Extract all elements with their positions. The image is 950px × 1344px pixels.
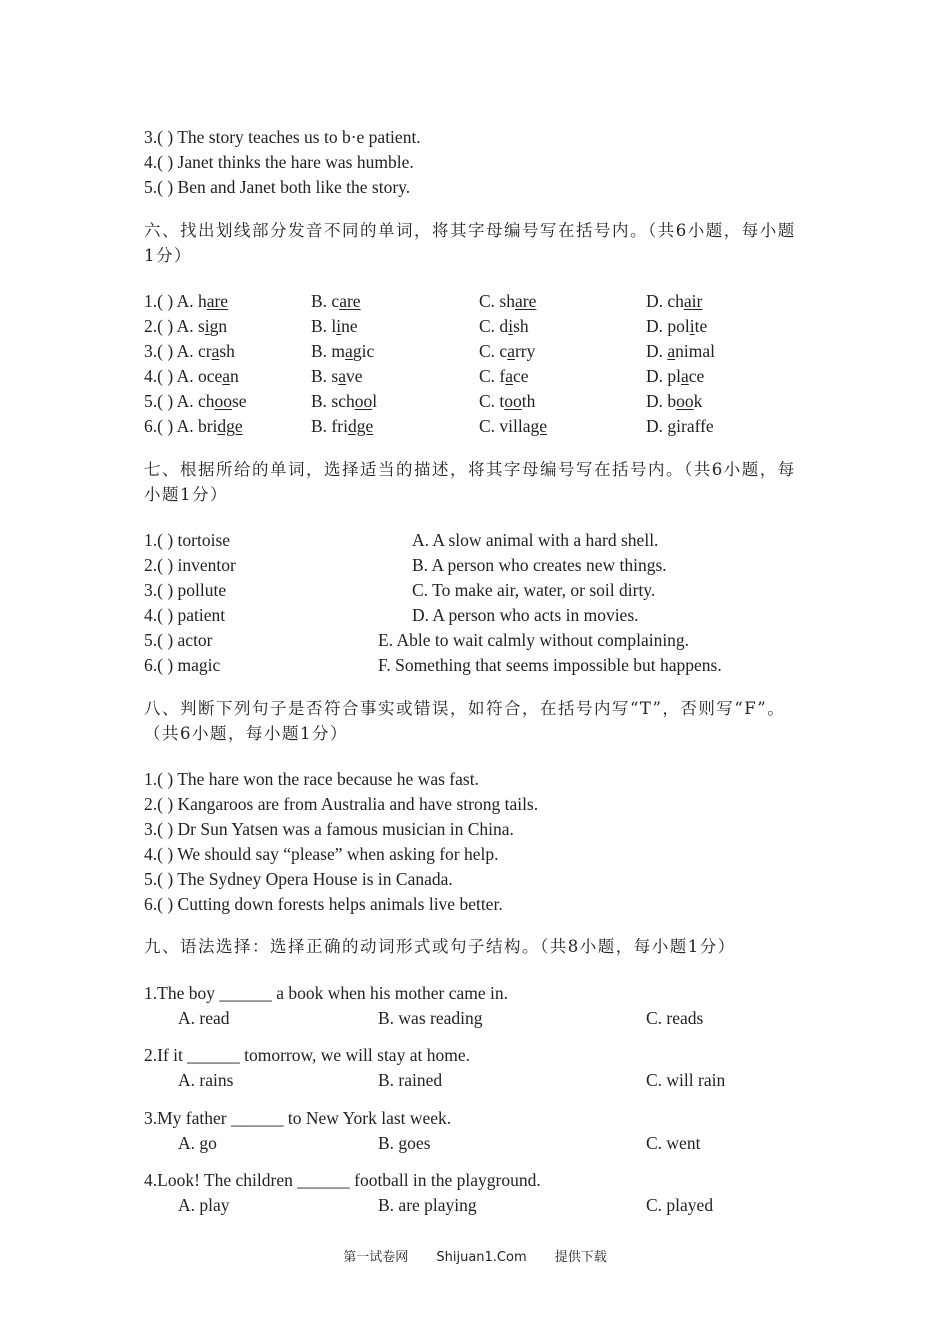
word-part: B. sch [311,391,355,411]
section-heading: 七、根据所给的单词，选择适当的描述，将其字母编号写在括号内。（共6小题，每小题1分） [144,460,796,504]
question-line: 4.( ) Janet thinks the hare was humble. [144,152,414,172]
matching-description: B. A person who creates new things. [412,555,667,575]
underlined-letters: a [345,341,353,361]
underlined-letters: a [667,341,676,361]
word-part: D. [646,416,668,436]
section-heading: 八、判断下列句子是否符合事实或错误，如符合，在括号内写“T”，否则写“F”。（共6小题，每小题1分） [144,699,786,743]
true-false-item: 5.( ) The Sydney Opera House is in Canada. [144,869,453,889]
option-b: B. goes [378,1133,431,1153]
matching-description: A. A slow animal with a hard shell. [412,530,659,550]
matching-word: 1.( ) tortoise [144,530,231,550]
word-part: B. c [311,291,340,311]
matching-word: 5.( ) actor [144,630,213,650]
option-c: C. reads [646,1008,704,1028]
underlined-letters: dge [347,416,374,436]
word-part: ve [346,366,363,386]
word-part: gn [209,316,228,336]
word-part: oce [197,366,223,386]
word-part: l [372,391,378,411]
matching-description: E. Able to wait calmly without complaining. [378,630,690,650]
matching-row [0,553,950,578]
option-c: C. played [646,1195,714,1215]
matching-row [0,578,950,603]
question-line: 5.( ) Ben and Janet both like the story. [144,177,411,197]
option-c [479,364,529,389]
grammar-question: 3.My father ______ to New York last week. [144,1108,452,1128]
matching-row [0,603,950,628]
pronunciation-row [0,364,950,389]
word-part: C. f [479,366,506,386]
word-part: ce [688,366,705,386]
pronunciation-row [0,289,950,314]
underlined-letters: a [507,341,515,361]
underlined-letters: a [681,366,689,386]
underlined-letters: oo [214,391,232,411]
word-part: ne [341,316,358,336]
option-d [646,389,702,414]
word-part: cr [197,341,212,361]
word-part: 3.( ) A. [144,341,198,361]
underlined-letters: oo [504,391,522,411]
underlined-letters: are [206,291,229,311]
option-a: A. rains [178,1070,234,1090]
footer-site-url[interactable]: Shijuan1.Com [436,1250,527,1265]
word-part: gic [352,341,375,361]
option-a [144,314,227,339]
underlined-letters: i [336,316,342,336]
section-heading: 九、语法选择：选择正确的动词形式或句子结构。（共8小题，每小题1分） [144,937,736,956]
underlined-letters: i [508,316,514,336]
option-c: C. will rain [646,1070,726,1090]
underlined-letters: oo [676,391,694,411]
true-false-item: 3.( ) Dr Sun Yatsen was a famous musician in China. [144,819,514,839]
word-part: ce [513,366,529,386]
option-a [144,289,228,314]
matching-word: 6.( ) magic [144,655,221,675]
question-line: 3.( ) The story teaches us to b·e patient. [144,127,421,147]
option-b: B. rained [378,1070,443,1090]
underlined-letters: g [667,416,677,436]
matching-description: C. To make air, water, or soil dirty. [412,580,656,600]
pronunciation-row [0,414,950,439]
option-c [479,289,536,314]
word-part: B. m [311,341,346,361]
option-c [479,389,535,414]
word-part: th [521,391,536,411]
option-b: B. are playing [378,1195,477,1215]
option-a [144,414,243,439]
true-false-item: 1.( ) The hare won the race because he was fast. [144,769,479,789]
word-part: D. pol [646,316,690,336]
grammar-options [0,1068,950,1093]
word-part: B. fri [311,416,348,436]
option-c [479,339,535,364]
underlined-letters: ge [530,416,548,436]
word-part: C. t [479,391,505,411]
word-part: 5.( ) A. [144,391,198,411]
page-footer [0,1246,950,1265]
word-part: h [197,291,207,311]
option-a: A. go [178,1133,217,1153]
word-part: C. d [479,316,509,336]
matching-row [0,528,950,553]
grammar-question: 4.Look! The children ______ football in the playground. [144,1170,541,1190]
word-part: B. l [311,316,337,336]
word-part: n [230,366,239,386]
word-part: se [231,391,247,411]
grammar-options [0,1131,950,1156]
matching-row [0,653,950,678]
option-c: C. went [646,1133,701,1153]
underlined-letters: air [683,291,703,311]
option-d [646,289,702,314]
word-part: D. ch [646,291,684,311]
underlined-letters: are [339,291,361,311]
grammar-question: 1.The boy ______ a book when his mother came in. [144,983,509,1003]
word-part: k [693,391,703,411]
matching-description: D. A person who acts in movies. [412,605,639,625]
word-part: bri [197,416,218,436]
true-false-item: 6.( ) Cutting down forests helps animals live better. [144,894,503,914]
option-b [311,414,373,439]
pronunciation-row [0,314,950,339]
word-part: rry [514,341,536,361]
pronunciation-row [0,339,950,364]
underlined-letters: a [505,366,514,386]
pronunciation-row [0,389,950,414]
option-d [646,339,715,364]
option-b [311,339,374,364]
option-b [311,364,363,389]
underlined-letters: oo [354,391,373,411]
grammar-options [0,1193,950,1218]
footer-site-name: 第一试卷网 [343,1250,409,1265]
word-part: D. pl [646,366,681,386]
footer-note: 提供下载 [554,1250,607,1265]
option-b [311,289,361,314]
matching-description: F. Something that seems impossible but happens. [378,655,722,675]
option-a [144,389,247,414]
word-part: te [694,316,708,336]
word-part: D. [646,341,668,361]
option-a: A. read [178,1008,230,1028]
word-part: s [197,316,205,336]
grammar-question: 2.If it ______ tomorrow, we will stay at home. [144,1045,470,1065]
underlined-letters: dge [217,416,243,436]
option-d [646,314,707,339]
word-part: iraffe [676,416,714,436]
word-part: 1.( ) A. [144,291,198,311]
option-a [144,364,239,389]
matching-word: 3.( ) pollute [144,580,227,600]
word-part: C. c [479,341,508,361]
true-false-item: 4.( ) We should say “please” when asking for help. [144,844,499,864]
option-b [311,389,377,414]
word-part: sh [513,316,529,336]
word-part: B. s [311,366,339,386]
word-part: sh [219,341,235,361]
option-b: B. was reading [378,1008,483,1028]
underlined-letters: are [514,291,537,311]
word-part: D. b [646,391,677,411]
underlined-letters: i [689,316,695,336]
underlined-letters: i [204,316,210,336]
underlined-letters: a [222,366,231,386]
word-part: 4.( ) A. [144,366,198,386]
word-part: 2.( ) A. [144,316,198,336]
true-false-item: 2.( ) Kangaroos are from Australia and have strong tails. [144,794,539,814]
grammar-options [0,1006,950,1031]
option-a: A. play [178,1195,230,1215]
word-part: ch [197,391,215,411]
option-b [311,314,358,339]
option-d [646,364,704,389]
section-heading: 六、找出划线部分发音不同的单词，将其字母编号写在括号内。（共6小题，每小题1分） [144,221,796,265]
underlined-letters: a [211,341,220,361]
word-part: nimal [675,341,716,361]
word-part: 6.( ) A. [144,416,198,436]
word-part: C. villa [479,416,531,436]
underlined-letters: a [338,366,347,386]
option-a [144,339,235,364]
option-d [646,414,714,439]
option-c [479,314,529,339]
matching-word: 4.( ) patient [144,605,226,625]
matching-row [0,628,950,653]
option-c [479,414,547,439]
matching-word: 2.( ) inventor [144,555,236,575]
word-part: C. sh [479,291,515,311]
